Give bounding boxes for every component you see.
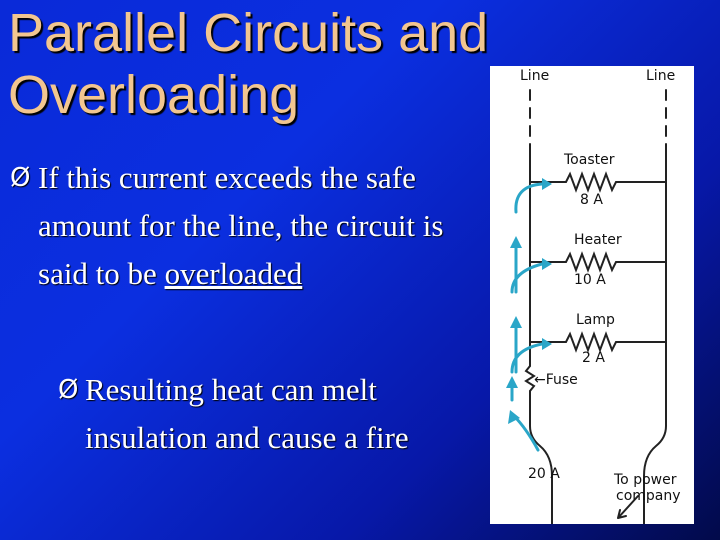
left-rail-lower bbox=[530, 391, 552, 524]
bullet-arrow-icon: Ø bbox=[58, 375, 79, 405]
fuse-symbol bbox=[526, 366, 534, 391]
arrowhead-icon bbox=[510, 316, 522, 328]
power-label-line2: company bbox=[616, 488, 681, 504]
title-line-1: Parallel Circuits and bbox=[8, 3, 489, 63]
arrowhead-icon bbox=[542, 338, 552, 350]
current-arrow-icon bbox=[514, 416, 538, 450]
line-label-left: Line bbox=[520, 68, 550, 84]
lamp-resistor bbox=[530, 334, 666, 350]
slide-title bbox=[8, 2, 568, 126]
load-name: Toaster bbox=[564, 152, 615, 168]
circuit-diagram bbox=[490, 66, 694, 524]
bullet-arrow-icon: Ø bbox=[10, 163, 31, 193]
load-name: Heater bbox=[574, 232, 622, 248]
title-line-2: Overloading bbox=[8, 65, 300, 125]
arrowhead-icon bbox=[506, 376, 518, 388]
load-current: 2 A bbox=[582, 350, 605, 366]
fuse-label: ←Fuse bbox=[534, 372, 578, 388]
arrowhead-icon bbox=[510, 236, 522, 248]
bullet-text-main: If this current exceeds the safe amount for the line, the circuit is said to be bbox=[38, 160, 444, 291]
load-current: 8 A bbox=[580, 192, 603, 208]
bullet-underlined-word: overloaded bbox=[164, 256, 303, 291]
total-current-label: 20 A bbox=[528, 466, 560, 482]
toaster-resistor bbox=[530, 174, 666, 190]
circuit-drawing bbox=[490, 66, 694, 524]
arrowhead-icon bbox=[542, 258, 552, 270]
current-arrow-icon bbox=[516, 184, 542, 212]
arrowhead-icon bbox=[542, 178, 552, 190]
bullet-text bbox=[38, 154, 480, 298]
power-label-line1: To power bbox=[614, 472, 677, 488]
right-rail bbox=[644, 146, 666, 524]
line-label-right: Line bbox=[646, 68, 676, 84]
load-current: 10 A bbox=[574, 272, 606, 288]
bullet-overloaded bbox=[10, 154, 480, 298]
heater-resistor bbox=[530, 254, 666, 270]
bullet-heat bbox=[58, 366, 478, 462]
bullet-text: Resulting heat can melt insulation and cause a fire bbox=[85, 372, 409, 455]
load-name: Lamp bbox=[576, 312, 615, 328]
